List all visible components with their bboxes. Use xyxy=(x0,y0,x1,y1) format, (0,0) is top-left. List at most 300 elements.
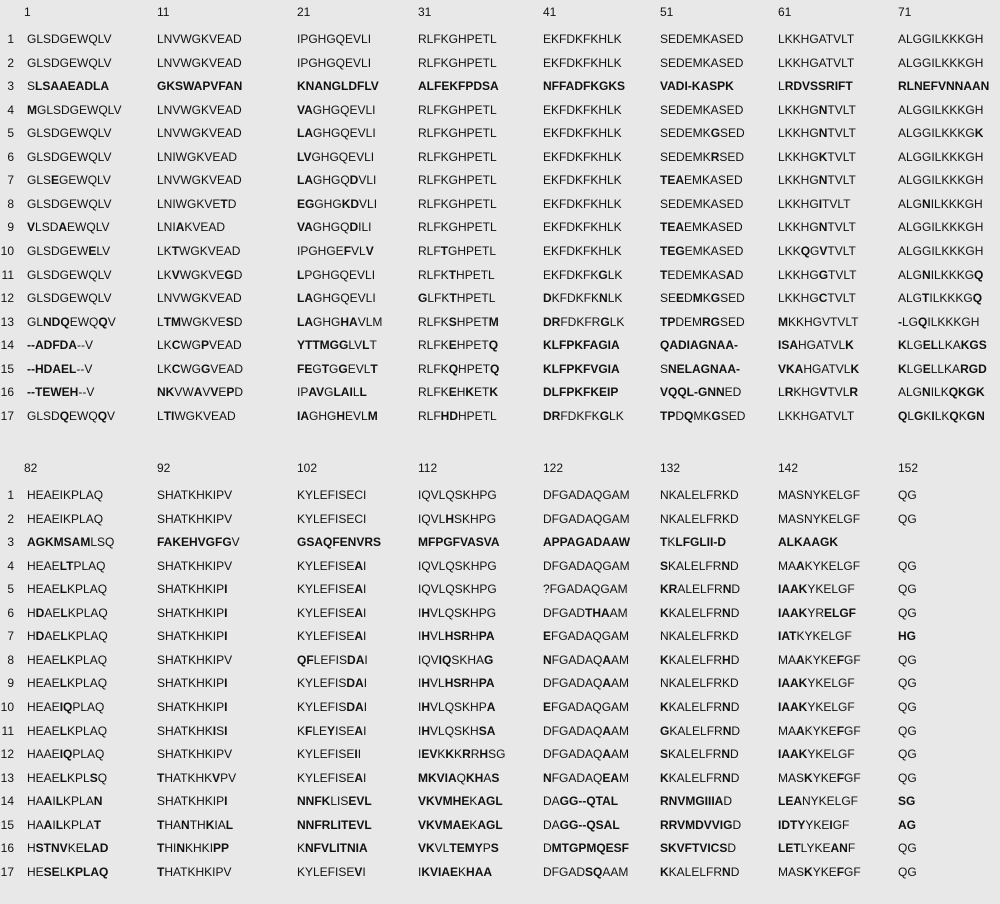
sequence-row xyxy=(0,862,1000,882)
sequence-segment: GLSDGEWQLV xyxy=(27,291,112,306)
sequence-segment: DFGADAQAAM xyxy=(543,747,630,762)
sequence-segment: ?FGADAQGAM xyxy=(543,582,628,597)
sequence-number: 10 xyxy=(0,243,14,258)
sequence-number: 12 xyxy=(0,291,14,306)
sequence-segment: ALGGILKKKGH xyxy=(898,149,984,164)
sequence-segment: -LGQILKKKGH xyxy=(898,314,980,329)
sequence-segment: QG xyxy=(898,511,917,526)
sequence-number: 2 xyxy=(7,511,14,526)
sequence-segment: LKKHGKTVLT xyxy=(778,149,856,164)
sequence-segment: MASKYKEFGF xyxy=(778,770,861,785)
sequence-row xyxy=(0,194,1000,214)
sequence-segment: VAGHGQDILI xyxy=(297,220,372,235)
sequence-row xyxy=(0,359,1000,379)
sequence-segment: SKALELFRND xyxy=(660,558,739,573)
sequence-segment: LEANYKELGF xyxy=(778,794,859,809)
sequence-number: 11 xyxy=(1,723,14,738)
sequence-segment: LETLYKEANF xyxy=(778,841,856,856)
sequence-segment: IPAVGLAILL xyxy=(297,385,367,400)
sequence-segment: VKVLTEMYPS xyxy=(418,841,499,856)
sequence-number: 6 xyxy=(7,149,14,164)
sequence-segment: LRDVSSRIFT xyxy=(778,79,853,94)
sequence-row xyxy=(0,265,1000,285)
sequence-number: 5 xyxy=(7,126,14,141)
sequence-segment: LNIWGKVETD xyxy=(157,196,237,211)
sequence-segment: MKVIAQKHAS xyxy=(418,770,500,785)
position-number: 31 xyxy=(418,5,432,19)
sequence-segment: SHATKHKIPI xyxy=(157,582,228,597)
sequence-segment: EKFDKFKHLK xyxy=(543,55,622,70)
sequence-number: 10 xyxy=(0,699,14,714)
sequence-segment: VKVMHEKAGL xyxy=(418,794,503,809)
sequence-segment: LAGHGHAVLM xyxy=(297,314,383,329)
position-number: 132 xyxy=(660,461,681,475)
sequence-segment: LNVWGKVEAD xyxy=(157,126,242,141)
sequence-number: 17 xyxy=(0,408,14,423)
sequence-segment: GLSEGEWQLV xyxy=(27,173,111,188)
sequence-segment: GLSDGEWELV xyxy=(27,243,111,258)
sequence-segment: LKKHGNTVLT xyxy=(778,102,856,117)
position-number: 41 xyxy=(543,5,557,19)
sequence-segment: MGLSDGEWQLV xyxy=(27,102,122,117)
sequence-segment: IQVLQSKHPG xyxy=(418,558,497,573)
sequence-segment: GLSDGEWQLV xyxy=(27,149,112,164)
sequence-row xyxy=(0,815,1000,835)
sequence-segment: TEAEMKASED xyxy=(660,220,743,235)
sequence-segment: DFGADAQGAM xyxy=(543,511,630,526)
sequence-segment: LAGHGQEVLI xyxy=(297,126,376,141)
sequence-segment: IKVIAEKHAA xyxy=(418,864,493,879)
sequence-row xyxy=(0,626,1000,646)
sequence-segment: LKKHGNTVLT xyxy=(778,173,856,188)
sequence-segment: KLFPKFVGIA xyxy=(543,361,620,376)
sequence-segment: HEAELKPLAQ xyxy=(27,582,108,597)
sequence-row xyxy=(0,556,1000,576)
position-number: 71 xyxy=(898,5,912,19)
sequence-segment: IHVLHSRHPA xyxy=(418,629,495,644)
sequence-segment: RLFKEHKETK xyxy=(418,385,499,400)
sequence-segment: QG xyxy=(898,747,917,762)
sequence-segment: EKFDKFKHLK xyxy=(543,149,622,164)
sequence-segment: IQVIQSKHAG xyxy=(418,652,494,667)
sequence-segment: LKKHGATVLT xyxy=(778,32,855,46)
sequence-segment: EFGADAQGAM xyxy=(543,629,630,644)
sequence-segment: KYLEFISEAI xyxy=(297,582,367,597)
sequence-number: 8 xyxy=(7,652,14,667)
sequence-number: 6 xyxy=(7,605,14,620)
sequence-segment: NFGADAQAAM xyxy=(543,652,630,667)
sequence-number: 17 xyxy=(0,864,14,879)
sequence-segment: LKTWGKVEAD xyxy=(157,243,241,258)
sequence-segment: QG xyxy=(898,652,917,667)
position-number: 112 xyxy=(418,461,438,475)
sequence-segment: RLFKGHPETL xyxy=(418,102,497,117)
sequence-segment: LRKHGVTVLR xyxy=(778,385,859,400)
sequence-row xyxy=(0,650,1000,670)
sequence-segment: SEDEMKASED xyxy=(660,32,744,46)
sequence-segment: IAAKYKELGF xyxy=(778,747,855,762)
sequence-segment: HEAELKPLAQ xyxy=(27,652,108,667)
sequence-segment: SEDEMKASED xyxy=(660,55,744,70)
position-number: 82 xyxy=(24,461,38,475)
sequence-segment: VADI-KASPK xyxy=(660,79,734,94)
sequence-segment: VAGHGQEVLI xyxy=(297,102,376,117)
sequence-segment: RLFKGHPETL xyxy=(418,55,497,70)
sequence-segment: QFLEFISDAI xyxy=(297,652,368,667)
sequence-segment: HEAELKPLSQ xyxy=(27,770,108,785)
sequence-row xyxy=(0,406,1000,426)
sequence-segment: ALGGILKKKGH xyxy=(898,220,984,235)
sequence-segment: EKFDKFKHLK xyxy=(543,196,622,211)
sequence-segment: ALGTILKKKGQ xyxy=(898,291,983,306)
sequence-segment: SEEDMKGSED xyxy=(660,291,745,306)
sequence-segment: MASNYKELGF xyxy=(778,511,861,526)
sequence-segment: IPGHGEFVLV xyxy=(297,243,374,258)
sequence-segment: KKALELFRHD xyxy=(660,652,740,667)
sequence-row xyxy=(0,838,1000,858)
sequence-segment: EKFDKFKGLK xyxy=(543,267,623,282)
sequence-segment: RNVMGIIIAD xyxy=(660,794,733,809)
sequence-segment: GLSDGEWQLV xyxy=(27,55,112,70)
position-number: 102 xyxy=(297,461,318,475)
sequence-segment: HEAELKPLAQ xyxy=(27,723,108,738)
position-number: 1 xyxy=(24,5,31,19)
sequence-segment: VKVMAEKAGL xyxy=(418,817,503,832)
sequence-segment: QG xyxy=(898,676,917,691)
sequence-segment: RLFKSHPETM xyxy=(418,314,499,329)
sequence-segment: DAGG--QTAL xyxy=(543,794,619,809)
sequence-segment: KLGELLKAKGS xyxy=(898,338,987,353)
position-header xyxy=(0,458,1000,478)
sequence-row xyxy=(0,288,1000,308)
sequence-segment: QG xyxy=(898,864,917,879)
sequence-segment: SEDEMKASED xyxy=(660,102,744,117)
sequence-segment: LNVWGKVEAD xyxy=(157,173,242,188)
sequence-segment: IHVLQSKHSA xyxy=(418,723,496,738)
sequence-number: 1 xyxy=(7,32,14,46)
sequence-segment: THINKHKIPP xyxy=(157,841,230,856)
sequence-number: 2 xyxy=(7,55,14,70)
sequence-segment: HESELKPLAQ xyxy=(27,864,109,879)
sequence-segment: DFGADSQAAM xyxy=(543,864,629,879)
sequence-segment: GLFKTHPETL xyxy=(418,291,496,306)
sequence-segment: QG xyxy=(898,841,917,856)
sequence-segment: HEAELKPLAQ xyxy=(27,676,108,691)
sequence-number: 12 xyxy=(0,747,14,762)
sequence-row xyxy=(0,791,1000,811)
sequence-segment: LNVWGKVEAD xyxy=(157,32,242,46)
sequence-segment: TEGEMKASED xyxy=(660,243,744,258)
sequence-segment: MASNYKELGF xyxy=(778,488,861,502)
sequence-segment: --ADFDA--V xyxy=(27,338,93,353)
sequence-segment: QADIAGNAA- xyxy=(660,338,738,353)
sequence-segment: GKSWAPVFAN xyxy=(157,79,243,94)
sequence-segment: FAKEHVGFGV xyxy=(157,535,240,550)
sequence-segment: DFGADAQGAM xyxy=(543,488,630,502)
sequence-segment: IHVLQSKHPA xyxy=(418,699,496,714)
sequence-segment: DLFPKFKEIP xyxy=(543,385,619,400)
sequence-segment: GLSDGEWQLV xyxy=(27,267,112,282)
sequence-segment: HAAILKPLAT xyxy=(27,817,102,832)
sequence-segment: IPGHGQEVLI xyxy=(297,32,372,46)
sequence-row xyxy=(0,579,1000,599)
sequence-segment: RLNEFVNNAAN xyxy=(898,79,990,94)
sequence-segment: --TEWEH--V xyxy=(27,385,95,400)
sequence-segment: ALGNILKKKGQ xyxy=(898,267,984,282)
sequence-segment: IQVLHSKHPG xyxy=(418,511,497,526)
sequence-segment: LKVWGKVEGD xyxy=(157,267,243,282)
sequence-segment: HAAILKPLAN xyxy=(27,794,103,809)
sequence-segment: IPGHGQEVLI xyxy=(297,55,372,70)
sequence-segment: HG xyxy=(898,629,916,644)
sequence-row xyxy=(0,241,1000,261)
sequence-segment: SHATKHKIPI xyxy=(157,605,228,620)
sequence-segment: SHATKHKIPI xyxy=(157,794,228,809)
position-number: 92 xyxy=(157,461,171,475)
sequence-segment: HDAELKPLAQ xyxy=(27,629,108,644)
position-number: 142 xyxy=(778,461,799,475)
sequence-row xyxy=(0,721,1000,741)
sequence-segment: ALGNILKQKGK xyxy=(898,385,985,400)
sequence-segment: QG xyxy=(898,699,917,714)
sequence-segment: HSTNVKELAD xyxy=(27,841,109,856)
sequence-segment: KNANGLDFLV xyxy=(297,79,379,94)
sequence-segment: KKALELFRND xyxy=(660,605,740,620)
sequence-segment: DFGADAQAAM xyxy=(543,723,630,738)
sequence-segment: IDTYYKEIGF xyxy=(778,817,850,832)
sequence-segment: KYLEFISEAI xyxy=(297,770,367,785)
sequence-segment: SHATKHKIPV xyxy=(157,558,233,573)
sequence-segment: ALFEKFPDSA xyxy=(418,79,499,94)
sequence-segment: RLFKEHPETQ xyxy=(418,338,499,353)
sequence-segment: EKFDKFKHLK xyxy=(543,102,622,117)
sequence-segment: ALGGILKKKGH xyxy=(898,55,984,70)
sequence-segment: IAAKYKELGF xyxy=(778,699,855,714)
sequence-segment: THATKHKIPV xyxy=(157,864,232,879)
sequence-number: 16 xyxy=(0,841,14,856)
sequence-segment: KKALELFRND xyxy=(660,770,740,785)
sequence-segment: HDAELKPLAQ xyxy=(27,605,108,620)
sequence-row xyxy=(0,29,1000,49)
sequence-segment: ISAHGATVLK xyxy=(778,338,854,353)
sequence-row xyxy=(0,697,1000,717)
sequence-segment: RLFKGHPETL xyxy=(418,32,497,46)
sequence-segment: EKFDKFKHLK xyxy=(543,32,622,46)
sequence-segment: NFGADAQEAM xyxy=(543,770,630,785)
sequence-number: 11 xyxy=(1,267,14,282)
sequence-segment: SHATKHKIPV xyxy=(157,652,233,667)
sequence-segment: LKKHGGTVLT xyxy=(778,267,857,282)
sequence-segment: TEDEMKASAD xyxy=(660,267,744,282)
sequence-segment: LAGHGQDVLI xyxy=(297,173,377,188)
sequence-segment: QG xyxy=(898,488,917,502)
sequence-segment: VQQL-GNNED xyxy=(660,385,742,400)
sequence-segment: EGGHGKDVLI xyxy=(297,196,378,211)
sequence-row xyxy=(0,217,1000,237)
sequence-number: 7 xyxy=(7,629,14,644)
sequence-segment: EKFDKFKHLK xyxy=(543,220,622,235)
sequence-segment: AGKMSAMLSQ xyxy=(27,535,115,550)
sequence-number: 9 xyxy=(7,676,14,691)
sequence-segment: SHATKHKIPI xyxy=(157,676,228,691)
sequence-segment: SNELAGNAA- xyxy=(660,361,741,376)
sequence-segment: LNIWGKVEAD xyxy=(157,149,238,164)
sequence-segment: DKFDKFKNLK xyxy=(543,291,623,306)
sequence-segment: NKALELFRKD xyxy=(660,629,739,644)
sequence-segment: GSAQFENVRS xyxy=(297,535,382,550)
sequence-number: 14 xyxy=(0,338,14,353)
sequence-segment: RRVMDVVIGD xyxy=(660,817,742,832)
sequence-segment: IHVLQSKHPG xyxy=(418,605,497,620)
sequence-number: 15 xyxy=(0,817,14,832)
sequence-number: 5 xyxy=(7,582,14,597)
sequence-segment: ALGGILKKKGH xyxy=(898,32,984,46)
sequence-segment: RLFHDHPETL xyxy=(418,408,497,423)
sequence-row xyxy=(0,123,1000,143)
sequence-segment: MASKYKEFGF xyxy=(778,864,861,879)
sequence-segment: NNFRLITEVL xyxy=(297,817,372,832)
sequence-segment: LKKHGATVLT xyxy=(778,408,855,423)
sequence-segment: QLGKILKQKGN xyxy=(898,408,985,423)
sequence-row xyxy=(0,768,1000,788)
sequence-segment: ALGGILKKKGH xyxy=(898,173,984,188)
sequence-segment: NNFKLISEVL xyxy=(297,794,372,809)
sequence-segment: LNVWGKVEAD xyxy=(157,291,242,306)
sequence-segment: GLSDQEWQQV xyxy=(27,408,116,423)
sequence-row xyxy=(0,147,1000,167)
sequence-segment: KYLEFISEAI xyxy=(297,629,367,644)
sequence-segment: LNIAKVEAD xyxy=(157,220,226,235)
sequence-segment: LKKHGATVLT xyxy=(778,55,855,70)
sequence-segment: MKKHGVTVLT xyxy=(778,314,859,329)
sequence-segment: LKKHGCTVLT xyxy=(778,291,856,306)
sequence-segment: IAGHGHEVLM xyxy=(297,408,378,423)
sequence-segment: GKALELFRND xyxy=(660,723,741,738)
sequence-segment: IAAKYKELGF xyxy=(778,676,855,691)
sequence-segment: GLNDQEWQQV xyxy=(27,314,116,329)
sequence-segment: SG xyxy=(898,794,916,809)
sequence-segment: IAAKYKELGF xyxy=(778,582,855,597)
sequence-segment: SKVFTVICSD xyxy=(660,841,737,856)
sequence-segment: QG xyxy=(898,770,917,785)
sequence-number: 9 xyxy=(7,220,14,235)
sequence-segment: SHATKHKIPI xyxy=(157,629,228,644)
sequence-segment: THANTHKIAL xyxy=(157,817,234,832)
sequence-segment: SHATKHKIPI xyxy=(157,699,228,714)
sequence-number: 15 xyxy=(0,361,14,376)
sequence-segment: NKVWAVVEPD xyxy=(157,385,244,400)
sequence-segment: LAGHGQEVLI xyxy=(297,291,376,306)
sequence-segment: KYLEFISECI xyxy=(297,511,367,526)
sequence-segment: RLFKGHPETL xyxy=(418,196,497,211)
sequence-segment: NFFADFKGKS xyxy=(543,79,625,94)
sequence-segment: THATKHKVPV xyxy=(157,770,237,785)
sequence-segment: FEGTGGEVLT xyxy=(297,361,378,376)
sequence-segment: DFGADTHAAM xyxy=(543,605,628,620)
sequence-segment: HEAELTPLAQ xyxy=(27,558,106,573)
sequence-segment: ALGGILKKKGH xyxy=(898,102,984,117)
sequence-row xyxy=(0,509,1000,529)
sequence-row xyxy=(0,744,1000,764)
sequence-segment: KYLEFISECI xyxy=(297,488,367,502)
sequence-segment: IQVLQSKHPG xyxy=(418,488,497,502)
sequence-segment: LKKHGNTVLT xyxy=(778,220,856,235)
sequence-segment: KNFVLITNIA xyxy=(297,841,368,856)
sequence-segment: LTMWGKVESD xyxy=(157,314,243,329)
sequence-segment: LKKHGITVLT xyxy=(778,196,851,211)
sequence-segment: RLFKGHPETL xyxy=(418,149,497,164)
sequence-segment: LPGHGQEVLI xyxy=(297,267,376,282)
sequence-segment: SHATKHKIPV xyxy=(157,511,233,526)
sequence-segment: LVGHGQEVLI xyxy=(297,149,375,164)
sequence-segment: LKCWGGVEAD xyxy=(157,361,244,376)
sequence-segment: VKAHGATVLK xyxy=(778,361,860,376)
sequence-segment: LKKHGNTVLT xyxy=(778,126,856,141)
position-number: 61 xyxy=(778,5,792,19)
sequence-row xyxy=(0,312,1000,332)
sequence-number: 8 xyxy=(7,196,14,211)
sequence-segment: RLFKTHPETL xyxy=(418,267,495,282)
sequence-segment: EKFDKFKHLK xyxy=(543,126,622,141)
sequence-number: 7 xyxy=(7,173,14,188)
sequence-segment: LNVWGKVEAD xyxy=(157,102,242,117)
sequence-number: 4 xyxy=(7,558,14,573)
sequence-segment: SHATKHKIPV xyxy=(157,747,233,762)
sequence-segment: APPAGADAAW xyxy=(543,535,631,550)
sequence-segment: VLSDAEWQLV xyxy=(27,220,110,235)
sequence-segment: NKALELFRKD xyxy=(660,676,739,691)
position-number: 51 xyxy=(660,5,674,19)
sequence-number: 3 xyxy=(7,535,14,550)
sequence-segment: KYLEFISEVI xyxy=(297,864,366,879)
sequence-segment: RLFTGHPETL xyxy=(418,243,497,258)
sequence-number: 13 xyxy=(0,314,14,329)
sequence-number: 14 xyxy=(0,794,14,809)
sequence-segment: ALGGILKKKGH xyxy=(898,243,984,258)
sequence-segment: --HDAEL--V xyxy=(27,361,93,376)
sequence-segment: GLSDGEWQLV xyxy=(27,126,112,141)
sequence-row xyxy=(0,100,1000,120)
sequence-number: 4 xyxy=(7,102,14,117)
sequence-segment: KYLEFISEAI xyxy=(297,558,367,573)
sequence-segment: SEDEMKGSED xyxy=(660,126,745,141)
sequence-segment: TEAEMKASED xyxy=(660,173,743,188)
sequence-segment: IHVLHSRHPA xyxy=(418,676,495,691)
sequence-row xyxy=(0,532,1000,552)
sequence-segment: ALGGILKKKGK xyxy=(898,126,984,141)
sequence-segment: RLFKQHPETQ xyxy=(418,361,500,376)
sequence-number: 13 xyxy=(0,770,14,785)
sequence-segment: KYLEFISEII xyxy=(297,747,362,762)
sequence-segment: GLSDGEWQLV xyxy=(27,32,112,46)
sequence-segment: RLFKGHPETL xyxy=(418,126,497,141)
sequence-segment: KYLEFISDAI xyxy=(297,699,368,714)
sequence-segment: LKCWGPVEAD xyxy=(157,338,242,353)
sequence-segment: YTTMGGLVLT xyxy=(297,338,377,353)
sequence-segment: SEDEMKASED xyxy=(660,196,744,211)
sequence-segment: RLFKGHPETL xyxy=(418,220,497,235)
sequence-segment: DAGG--QSAL xyxy=(543,817,620,832)
sequence-row xyxy=(0,673,1000,693)
sequence-segment: LTIWGKVEAD xyxy=(157,408,236,423)
sequence-segment: IATKYKELGF xyxy=(778,629,852,644)
sequence-row xyxy=(0,382,1000,402)
sequence-segment: DRFDKFRGLK xyxy=(543,314,625,329)
sequence-segment: HAAEIQPLAQ xyxy=(27,747,105,762)
sequence-segment: LKKQGVTVLT xyxy=(778,243,856,258)
sequence-segment: TPDEMRGSED xyxy=(660,314,745,329)
position-number: 21 xyxy=(297,5,311,19)
